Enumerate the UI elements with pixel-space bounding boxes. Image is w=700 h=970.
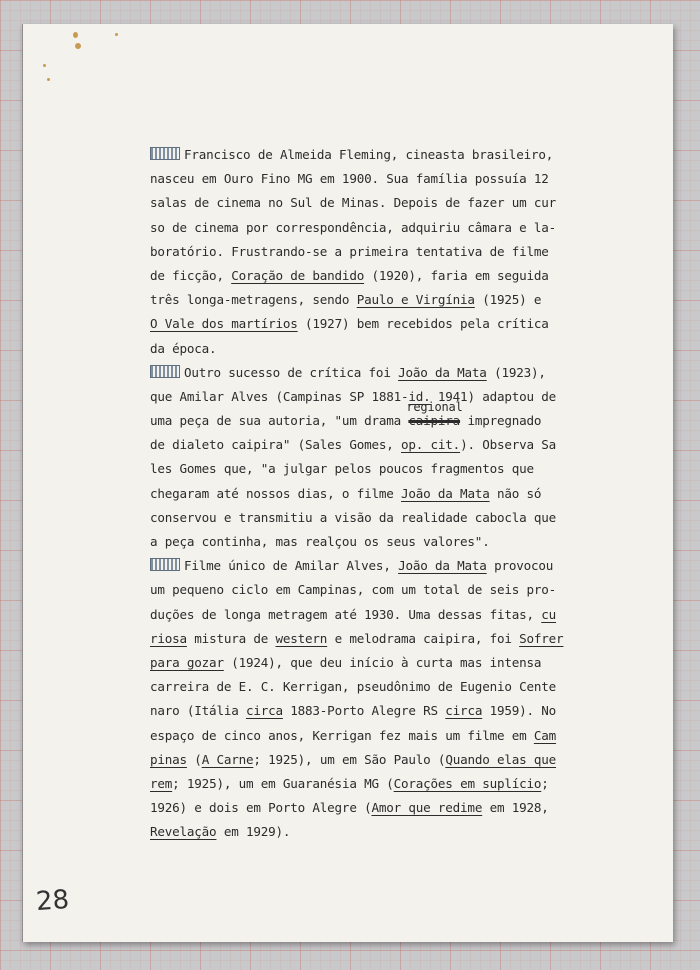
- film-title: Sofrer: [519, 630, 564, 646]
- text-span: a peça continha, mas realçou os seus valores".: [150, 534, 490, 549]
- handwritten-page-number: 28: [34, 884, 71, 918]
- text-line: [150, 724, 640, 748]
- text-span: 1883-Porto Alegre RS: [282, 703, 446, 719]
- text-line: [150, 506, 640, 530]
- text-span: 1941) adaptou de: [430, 388, 557, 404]
- stain-spot: [75, 43, 81, 49]
- text-line: [150, 530, 640, 554]
- film-title: A Carne: [201, 751, 254, 767]
- text-span: (: [186, 751, 202, 767]
- text-line: [150, 772, 640, 796]
- abbreviation: circa: [445, 703, 483, 719]
- stain-spot: [115, 33, 118, 36]
- text-span: (1923),: [486, 364, 546, 380]
- stain-spot: [43, 64, 46, 67]
- paragraph-mark-icon: [150, 147, 180, 160]
- text-span: que Amilar Alves (Campinas SP 1881-: [150, 388, 409, 404]
- text-span: três longa-metragens, sendo: [150, 292, 357, 308]
- text-line: [150, 264, 640, 288]
- film-title: João da Mata: [401, 485, 490, 501]
- text-span: de dialeto caipira" (Sales Gomes,: [150, 437, 401, 453]
- abbreviation: circa: [245, 703, 283, 719]
- text-span: uma peça de sua autoria, "um drama: [150, 413, 409, 429]
- text-line: [150, 796, 640, 820]
- text-line: [150, 216, 640, 240]
- film-title: para gozar: [150, 654, 224, 670]
- text-span: de ficção,: [150, 267, 232, 283]
- struck-word: caipira: [408, 413, 461, 429]
- text-line: [150, 385, 640, 409]
- text-span: 1926) e dois em Porto Alegre (: [150, 800, 372, 816]
- text-line: [150, 312, 640, 336]
- emphasis: riosa: [150, 630, 187, 646]
- text-span: Outro sucesso de crítica foi: [184, 364, 399, 380]
- text-line: [150, 433, 640, 457]
- text-span: salas de cinema no Sul de Minas. Depois de fazer um cur: [150, 195, 557, 211]
- text-span: (1927) bem recebidos pela crítica: [297, 316, 549, 332]
- text-span: ; 1925), um em Guaranésia MG (: [172, 775, 394, 791]
- text-span: e melodrama caipira, foi: [327, 630, 520, 646]
- text-line: [150, 457, 640, 481]
- text-line: [150, 361, 640, 385]
- film-title: O Vale dos martírios: [150, 316, 298, 332]
- text-line: [150, 675, 640, 699]
- text-line: [150, 627, 640, 651]
- text-span: 1959). No: [482, 703, 557, 719]
- text-span: les Gomes que, "a julgar pelos poucos fragmentos que: [150, 461, 534, 477]
- film-title: Amor que redime: [371, 800, 483, 816]
- text-span: em 1928,: [482, 800, 549, 816]
- text-span: (1924), que deu início à curta mas intensa: [223, 654, 542, 670]
- paragraph-mark-icon: [150, 558, 180, 571]
- text-line: [150, 288, 640, 312]
- text-span: espaço de cinco anos, Kerrigan fez mais um filme em: [150, 727, 534, 743]
- film-title: rem: [150, 775, 173, 791]
- abbreviation: op. cit.: [401, 437, 461, 453]
- text-span: conservou e transmitiu a visão da realidade cabocla que: [150, 509, 557, 525]
- text-span: em 1929).: [216, 824, 291, 840]
- text-span: Filme único de Amilar Alves,: [184, 558, 399, 574]
- text-line: [150, 167, 640, 191]
- text-span: ). Observa Sa: [460, 437, 557, 453]
- film-title: Coração de bandido: [231, 267, 365, 283]
- film-title: Revelação: [150, 824, 217, 840]
- text-span: Francisco de Almeida Fleming, cineasta brasileiro,: [184, 147, 554, 162]
- text-line: [150, 748, 640, 772]
- abbreviation: id.: [408, 388, 431, 404]
- text-span: (1920), faria em seguida: [364, 267, 549, 283]
- film-title: Quando elas que: [445, 751, 557, 767]
- text-line: [150, 337, 640, 361]
- text-span: provocou: [486, 558, 554, 574]
- text-line: [150, 240, 640, 264]
- text-span: (1925) e: [474, 292, 542, 308]
- film-title: João da Mata: [398, 558, 487, 574]
- inserted-word: regional: [406, 400, 463, 415]
- text-span: ; 1925), um em São Paulo (: [253, 751, 446, 767]
- text-line: [150, 699, 640, 723]
- text-line: [150, 603, 640, 627]
- text-line: [150, 820, 640, 844]
- emphasis: pinas: [150, 751, 187, 767]
- stain-spot: [73, 32, 78, 38]
- text-span: nasceu em Ouro Fino MG em 1900. Sua família possuía 12: [150, 171, 549, 187]
- emphasis: Cam: [533, 727, 557, 743]
- text-span: não só: [489, 485, 542, 501]
- correction: [406, 400, 463, 433]
- text-span: duções de longa metragem até 1930. Uma dessas fitas,: [150, 606, 542, 622]
- film-title: Corações em suplício: [393, 775, 542, 791]
- stain-spot: [47, 78, 50, 81]
- text-line: [150, 554, 640, 578]
- text-line: [150, 482, 640, 506]
- text-span: so de cinema por correspondência, adquiriu câmara e la-: [150, 219, 557, 235]
- paragraph-mark-icon: [150, 365, 180, 378]
- text-line: [150, 400, 640, 433]
- text-span: impregnado: [460, 413, 542, 429]
- text-span: chegaram até nossos dias, o filme: [150, 485, 401, 501]
- text-line: [150, 191, 640, 215]
- text-line: [150, 143, 640, 167]
- film-title: Paulo e Virgínia: [356, 292, 475, 308]
- emphasis: cu: [541, 606, 557, 622]
- text-span: carreira de E. C. Kerrigan, pseudônimo de Eugenio Cente: [150, 679, 557, 695]
- text-span: um pequeno ciclo em Campinas, com um total de seis pro-: [150, 582, 557, 598]
- text-span: boratório. Frustrando-se a primeira tentativa de filme: [150, 243, 549, 259]
- text-span: da época.: [150, 340, 217, 356]
- emphasis: western: [275, 630, 328, 646]
- film-title: João da Mata: [398, 364, 487, 380]
- text-span: ;: [541, 775, 549, 791]
- text-line: [150, 651, 640, 675]
- typed-text: [150, 143, 640, 844]
- text-span: mistura de: [186, 630, 276, 646]
- text-span: naro (Itália: [150, 703, 246, 719]
- text-line: [150, 578, 640, 602]
